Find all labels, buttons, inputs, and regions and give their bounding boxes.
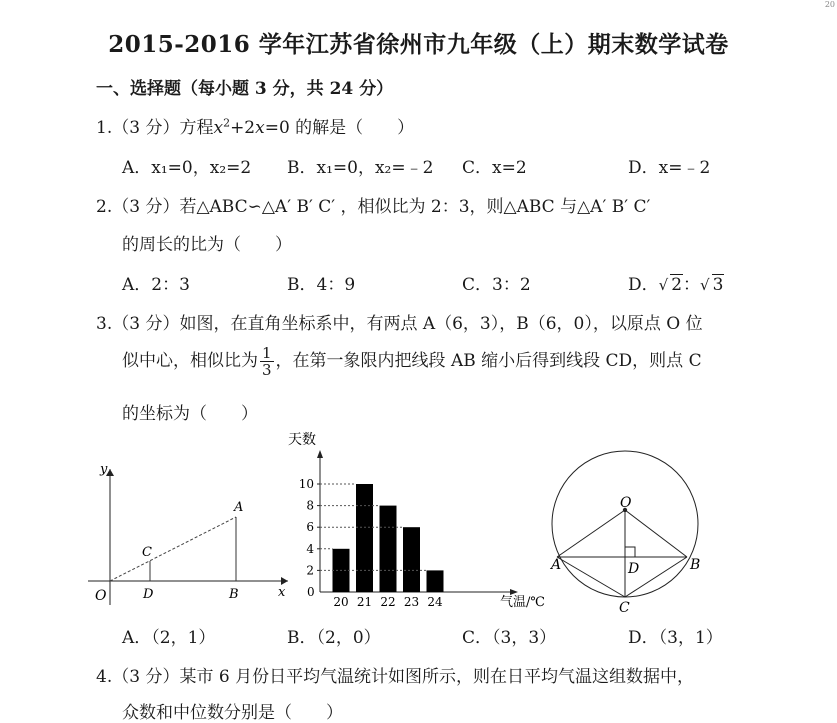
sqrt-2: 2	[671, 275, 683, 295]
option-text: （3，1）	[658, 628, 723, 648]
x-tick-label: 21	[356, 595, 373, 609]
question-1	[96, 113, 414, 138]
page-title: 2015-2016 学年江苏省徐州市九年级（上）期末数学试卷	[108, 31, 729, 58]
label-c: C	[142, 545, 152, 560]
x-tick-label: 23	[403, 595, 420, 609]
chart-origin-label: 0	[307, 585, 315, 599]
question-3-line-1: 3.（3 分）如图，在直角坐标系中，有两点 A（6，3），B（6，0），以原点 O 位	[96, 314, 703, 334]
q1-var-x2: x	[255, 118, 265, 138]
label-b: B	[229, 587, 239, 602]
sqrt-3: 3	[712, 275, 724, 295]
y-tick-label: 8	[306, 498, 314, 513]
label-d: D	[143, 587, 154, 602]
option-label: A．	[122, 158, 152, 178]
q1-option-b[interactable]	[287, 153, 433, 178]
question-2-line-2: 的周长的比为（ ）	[122, 235, 292, 255]
fraction-one-third	[260, 345, 274, 378]
option-label: A．	[122, 275, 152, 295]
bar-21	[356, 484, 373, 592]
section-heading: 一、选择题（每小题 3 分，共 24 分）	[96, 79, 394, 99]
q2-option-c[interactable]	[462, 270, 531, 295]
label-o: O	[95, 588, 107, 604]
q1-option-c[interactable]	[462, 153, 527, 178]
q2-option-a[interactable]	[122, 270, 190, 295]
q1-score: （3 分）方程	[112, 118, 214, 138]
option-text: x₁=0，x₂=2	[151, 158, 252, 178]
option-text: x=﹣2	[658, 158, 711, 178]
fraction-numerator: 1	[262, 344, 272, 362]
question-4-line-2: 众数和中位数分别是（ ）	[122, 703, 343, 723]
label-o: O	[620, 495, 632, 511]
option-text: x₁=0，x₂=﹣2	[316, 158, 434, 178]
fraction-denominator: 3	[262, 361, 272, 379]
option-text: （2，0）	[316, 628, 381, 648]
x-tick-label: 24	[427, 595, 443, 609]
option-label: D．	[628, 275, 659, 295]
q1-option-a[interactable]	[122, 153, 251, 178]
option-text: 2：3	[151, 275, 190, 295]
ratio-sep: ：	[683, 275, 701, 295]
q2-option-d[interactable]	[628, 270, 724, 295]
right-angle-mark	[625, 547, 635, 557]
option-label: B．	[287, 158, 317, 178]
sqrt-symbol: √	[658, 276, 669, 294]
bar-23	[403, 527, 420, 592]
y-tick-label: 6	[306, 520, 314, 535]
q1-option-d[interactable]	[628, 153, 710, 178]
q3-text-b: ，在第一象限内把线段 AB 缩小后得到线段 CD，则点 C	[275, 351, 702, 371]
option-label: C．	[462, 628, 493, 648]
option-text: 4：9	[316, 275, 356, 295]
label-a: A	[551, 557, 562, 573]
q1-plus: +2	[230, 118, 256, 138]
y-tick-label: 10	[298, 477, 314, 491]
q1-rest: =0 的解是（ ）	[264, 118, 415, 138]
q3-option-a[interactable]	[122, 623, 215, 648]
x-tick-label: 20	[333, 595, 349, 609]
label-d: D	[628, 561, 640, 577]
label-b: B	[690, 557, 701, 573]
segment-ac	[557, 557, 625, 597]
option-label: C．	[462, 158, 493, 178]
option-label: D．	[628, 628, 659, 648]
chart-y-axis-arrow	[317, 450, 323, 458]
q1-exponent: 2	[223, 116, 231, 130]
bar-22	[380, 506, 397, 592]
question-4-line-1: 4.（3 分）某市 6 月份日平均气温统计如图所示，则在日平均气温这组数据中，	[96, 667, 695, 687]
chart-x-axis-title: 气温/℃	[500, 595, 545, 610]
option-text: 3：2	[492, 275, 531, 295]
coordinate-figure	[88, 455, 298, 615]
option-text: （3，3）	[492, 628, 557, 648]
option-text: （2，1）	[151, 628, 216, 648]
q3-option-d[interactable]	[628, 623, 723, 648]
label-c: C	[619, 600, 630, 616]
chart-y-axis-title: 天数	[288, 432, 316, 448]
question-3-line-2	[122, 345, 702, 378]
option-label: C．	[462, 275, 493, 295]
option-label: B．	[287, 628, 317, 648]
label-x: x	[278, 585, 286, 600]
q2-option-b[interactable]	[287, 270, 355, 295]
label-y: y	[100, 462, 108, 477]
segment-ao	[557, 510, 625, 557]
corner-mark: 20	[824, 0, 835, 9]
option-text: x=2	[492, 158, 527, 178]
option-label: D．	[628, 158, 659, 178]
question-3-line-3: 的坐标为（ ）	[122, 404, 258, 424]
temperature-bar-chart	[280, 428, 560, 616]
dashed-line-oa	[110, 517, 236, 581]
q1-number: 1.	[96, 118, 113, 138]
label-a: A	[234, 500, 244, 515]
y-tick-label: 4	[306, 541, 314, 556]
q3-text-a: 似中心，相似比为	[122, 351, 258, 371]
question-2-line-1: 2.（3 分）若△ABC∽△A′ B′ C′ ，相似比为 2：3，则△ABC 与△A′ B′ C′	[96, 197, 651, 217]
option-label: A．	[122, 628, 152, 648]
bar-24	[427, 570, 444, 592]
q1-var-x: x	[213, 118, 224, 138]
y-tick-label: 2	[306, 563, 314, 578]
q3-option-b[interactable]	[287, 623, 381, 648]
circle-figure	[545, 430, 745, 620]
sqrt-symbol: √	[700, 276, 710, 294]
q3-option-c[interactable]	[462, 623, 556, 648]
option-label: B．	[287, 275, 317, 295]
segment-bo	[625, 510, 687, 557]
x-tick-label: 22	[380, 595, 396, 609]
